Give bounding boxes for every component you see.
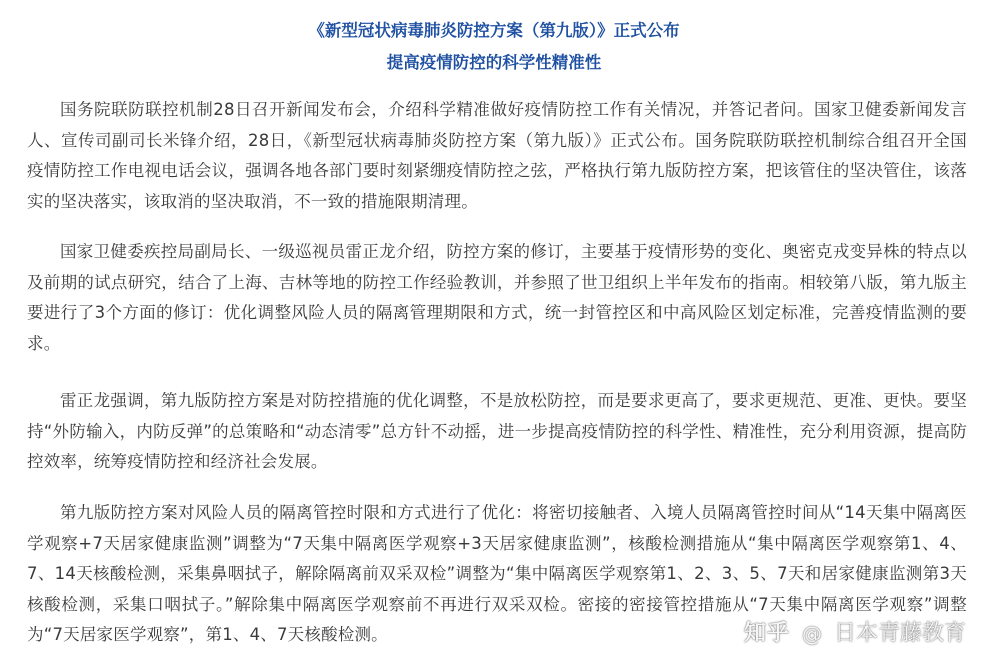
watermark-account: 日本青藤教育 — [833, 621, 966, 646]
paragraph-1: 国务院联防联控机制28日召开新闻发布会，介绍科学精准做好疫情防控工作有关情况，并答记者问。国家卫健委新闻发言人、宣传司副司长米锋介绍，28日，《新型冠状病毒肺炎防控方案（第九版）》正式公布。国务院联防联控机制综合组召开全国疫情防控工作电视电话会议，强调各地各部门要时刻紧绷疫情防控之弦，严格执行第九版防控方案，把该管住的坚决管住，该落实的坚决落实，该取消的坚决取消，不一致的措施限期清理。 — [27, 100, 967, 211]
article-title: 《新型冠状病毒肺炎防控方案（第九版）》正式公布 — [308, 21, 680, 40]
watermark-at-symbol: @ — [801, 622, 822, 646]
paragraph-2: 国家卫健委疾控局副局长、一级巡视员雷正龙介绍，防控方案的修订，主要基于疫情形势的变化、奥密克戎变异株的特点以及前期的试点研究，结合了上海、吉林等地的防控工作经验教训，并参照了世卫组织上半年发布的指南。相较第八版，第九版主要进行了3个方面的修订：优化调整风险人员的隔离管理期限和方式，统一封管控区和中高风险区划定标准，完善疫情监测的要求。 — [27, 242, 967, 353]
paragraph-3: 雷正龙强调，第九版防控方案是对防控措施的优化调整，不是放松防控，而是要求更高了，要求更规范、更准、更快。要坚持“外防输入，内防反弹”的总策略和“动态清零”总方针不动摇，进一步提高疫情防控的科学性、精准性，充分利用资源，提高防控效率，统筹疫情防控和经济社会发展。 — [27, 391, 967, 471]
paragraph-4: 第九版防控方案对风险人员的隔离管控时限和方式进行了优化：将密切接触者、入境人员隔离管控时间从“14天集中隔离医学观察+7天居家健康监测”调整为“7天集中隔离医学观察+3天居家健康监测”，核酸检测措施从“集中隔离医学观察第1、4、7、14天核酸检测，采集鼻咽拭子，解除隔离前双采双检”调整为“集中隔离医学观察第1、2、3、5、7天和居家健康监测第3天核酸检测，采集口咽拭子。”解除集中隔离医学观察前不再进行双采双检。密接的密接管控措施从“7天集中隔离医学观察”调整为“7天居家医学观察”，第1、4、7天核酸检测。 — [27, 503, 967, 644]
article-subtitle: 提高疫情防控的科学性精准性 — [386, 53, 602, 72]
watermark-brand: 知乎 — [743, 621, 790, 646]
